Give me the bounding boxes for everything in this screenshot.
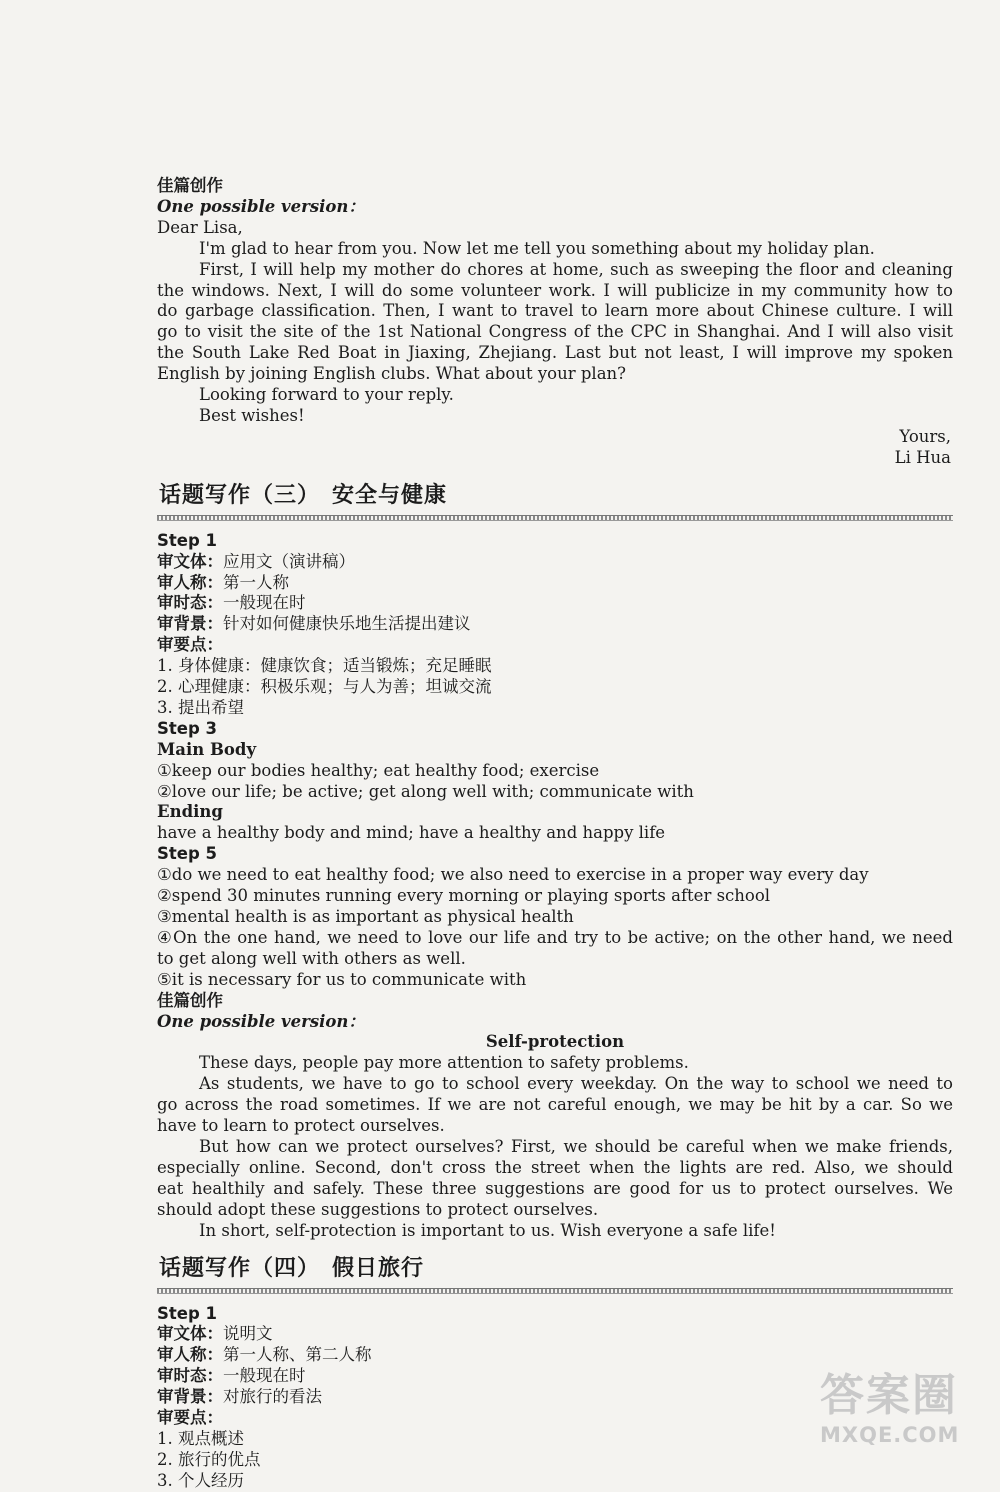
- step5-item-continued: to get along well with others as well.: [157, 948, 466, 968]
- letter-paragraph-line: English by joining English clubs. What about your plan?: [157, 364, 627, 384]
- document-page: [157, 176, 953, 1492]
- essay-paragraph-line: But how can we protect ourselves? First, we should be careful when we make friends,: [199, 1136, 953, 1156]
- analysis-person: 审人称：第一人称、第二人称: [157, 1345, 372, 1365]
- watermark-text: 答案圈: [820, 1370, 958, 1421]
- main-body-item: ①keep our bodies healthy; eat healthy food; exercise: [157, 760, 600, 780]
- letter-closing: Looking forward to your reply.: [199, 385, 454, 405]
- ending-text: have a healthy body and mind; have a healthy and happy life: [157, 823, 666, 843]
- letter-paragraph: I'm glad to hear from you. Now let me tell you something about my holiday plan.: [199, 238, 875, 258]
- section-divider: [157, 515, 953, 521]
- letter-paragraph-line: go to visit the site of the 1st National Congress of the CPC in Shanghai. And I will also visit: [157, 322, 953, 342]
- step-label: Step 1: [157, 530, 217, 550]
- step-label: Step 5: [157, 844, 217, 864]
- analysis-point: 3. 提出希望: [157, 697, 244, 717]
- analysis-background: 审背景：针对如何健康快乐地生活提出建议: [157, 614, 471, 634]
- letter-signature: Li Hua: [894, 447, 951, 467]
- essay-title: Self-protection: [485, 1032, 625, 1052]
- letter-signoff: Yours,: [899, 426, 951, 446]
- essay-paragraph-line: have to learn to protect ourselves.: [157, 1116, 445, 1136]
- version-label: One possible version：: [157, 1011, 365, 1031]
- essay-paragraph-line: As students, we have to go to school every weekday. On the way to school we need to: [199, 1074, 953, 1094]
- watermark-url: MXQE.COM: [820, 1423, 960, 1447]
- section-title-holiday-travel: 话题写作（四） 假日旅行: [159, 1255, 425, 1281]
- essay-paragraph-line: eat healthily and safely. These three suggestions are good for us to protect ourselves. We: [157, 1178, 953, 1198]
- analysis-tense: 审时态：一般现在时: [157, 1366, 306, 1386]
- letter-paragraph-line: the windows. Next, I will do some volunteer work. I will publicize in my community how to: [157, 280, 953, 300]
- step5-item: ②spend 30 minutes running every morning or playing sports after school: [157, 886, 771, 906]
- analysis-tense: 审时态：一般现在时: [157, 593, 306, 613]
- letter-paragraph-line: the South Lake Red Boat in Jiaxing, Zhejiang. Last but not least, I will improve my spoken: [157, 343, 953, 363]
- letter-paragraph-line: do garbage classification. Then, I want to travel to learn more about Chinese culture. I will: [157, 301, 953, 321]
- essay-paragraph-line: should adopt these suggestions to protect ourselves.: [157, 1199, 599, 1219]
- essay-paragraph: These days, people pay more attention to safety problems.: [199, 1053, 689, 1073]
- essay-paragraph: In short, self-protection is important to us. Wish everyone a safe life!: [199, 1220, 776, 1240]
- heading-best-writing: 佳篇创作: [157, 990, 223, 1010]
- analysis-point: 1. 身体健康：健康饮食；适当锻炼；充足睡眠: [157, 656, 492, 676]
- analysis-point: 2. 心理健康：积极乐观；与人为善；坦诚交流: [157, 677, 492, 697]
- ending-label: Ending: [157, 802, 223, 822]
- analysis-point: 3. 个人经历: [157, 1470, 244, 1490]
- letter-greeting: Dear Lisa,: [157, 217, 243, 237]
- version-label: One possible version：: [157, 196, 365, 216]
- step-label: Step 3: [157, 718, 217, 738]
- analysis-point: 1. 观点概述: [157, 1428, 244, 1448]
- section-title-safety-health: 话题写作（三） 安全与健康: [159, 482, 448, 508]
- step-label: Step 1: [157, 1303, 217, 1323]
- essay-paragraph-line: especially online. Second, don't cross the street when the lights are red. Also, we should: [157, 1157, 953, 1177]
- step5-item: ③mental health is as important as physical health: [157, 907, 574, 926]
- main-body-item: ②love our life; be active; get along well with; communicate with: [157, 781, 694, 801]
- essay-paragraph-line: go across the road sometimes. If we are not careful enough, we may be hit by a car. So we: [157, 1095, 953, 1115]
- analysis-points-label: 审要点：: [157, 1408, 223, 1428]
- step5-item: ①do we need to eat healthy food; we also need to exercise in a proper way every day: [157, 865, 869, 885]
- step5-item: ④On the one hand, we need to love our life and try to be active; on the other hand, we need: [157, 927, 953, 947]
- analysis-point: 2. 旅行的优点: [157, 1449, 261, 1469]
- letter-paragraph-line: First, I will help my mother do chores at home, such as sweeping the floor and cleaning: [199, 259, 953, 279]
- analysis-style: 审文体：说明文: [157, 1324, 273, 1344]
- analysis-person: 审人称：第一人称: [157, 572, 289, 592]
- letter-closing: Best wishes!: [199, 405, 305, 425]
- step5-item: ⑤it is necessary for us to communicate with: [157, 969, 527, 989]
- analysis-style: 审文体：应用文（演讲稿）: [157, 551, 355, 571]
- analysis-background: 审背景：对旅行的看法: [157, 1387, 322, 1407]
- section-divider: [157, 1288, 953, 1294]
- heading-best-writing: 佳篇创作: [157, 176, 223, 195]
- watermark-logo: [820, 1370, 990, 1465]
- analysis-points-label: 审要点：: [157, 635, 223, 655]
- main-body-label: Main Body: [157, 739, 257, 759]
